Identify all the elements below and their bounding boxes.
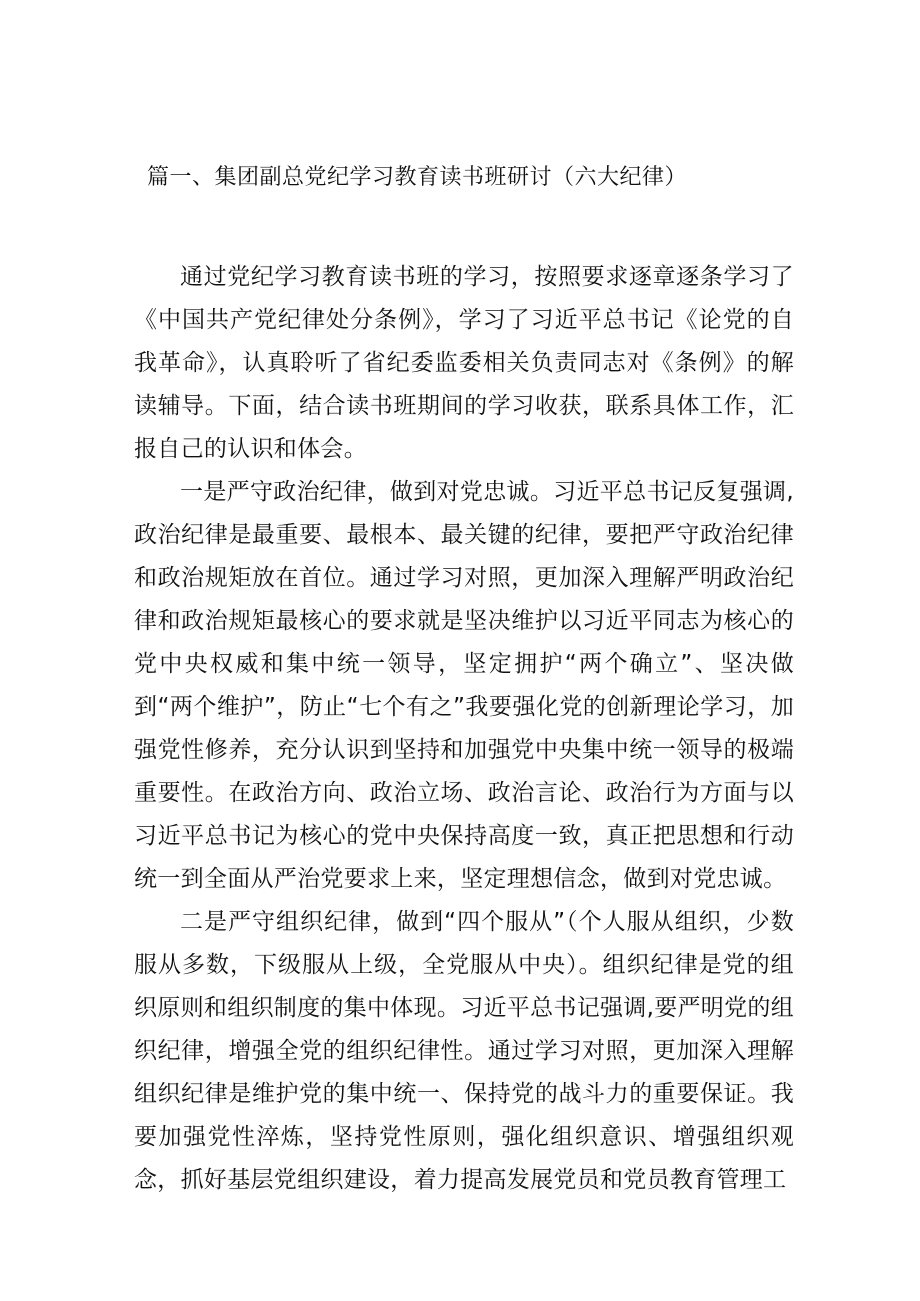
paragraph-intro: 通过党纪学习教育读书班的学习，按照要求逐章逐条学习了《中国共产党纪律处分条例》，学习了习近平总书记《论党的自我革命》，认真聆听了省纪委监委相关负责同志对《条例》的解读辅导。下面，结合读书班期间的学习收获，联系具体工作，汇报自己的认识和体会。: [134, 264, 794, 462]
paragraph-organizational-discipline: 二是严守组织纪律，做到“四个服从”（个人服从组织，少数服从多数，下级服从上级，全党服从中央）。组织纪律是党的组织原则和组织制度的集中体现。习近平总书记强调,要严明党的组织纪律，增强全党的组织纪律性。通过学习对照，更加深入理解组织纪律是维护党的集中统一、保持党的战斗力的重要保证。我要加强党性淬炼，坚持党性原则，强化组织意识、增强组织观念，抓好基层党组织建设，着力提高发展党员和党员教育管理工: [134, 909, 795, 1193]
document-title: 篇一、集团副总党纪学习教育读书班研讨（六大纪律）: [147, 165, 688, 190]
document-body: [134, 256, 794, 1202]
paragraph-political-discipline: 一是严守政治纪律，做到对党忠诚。习近平总书记反复强调,政治纪律是最重要、最根本、最关键的纪律，要把严守政治纪律和政治规矩放在首位。通过学习对照，更加深入理解严明政治纪律和政治规矩最核心的要求就是坚决维护以习近平同志为核心的党中央权威和集中统一领导，坚定拥护“两个确立”、坚决做到“两个维护”，防止“七个有之”我要强化党的创新理论学习，加强党性修养，充分认识到坚持和加强党中央集中统一领导的极端重要性。在政治方向、政治立场、政治言论、政治行为方面与以习近平总书记为核心的党中央保持高度一致，真正把思想和行动统一到全面从严治党要求上来，坚定理想信念，做到对党忠诚。: [134, 479, 794, 892]
